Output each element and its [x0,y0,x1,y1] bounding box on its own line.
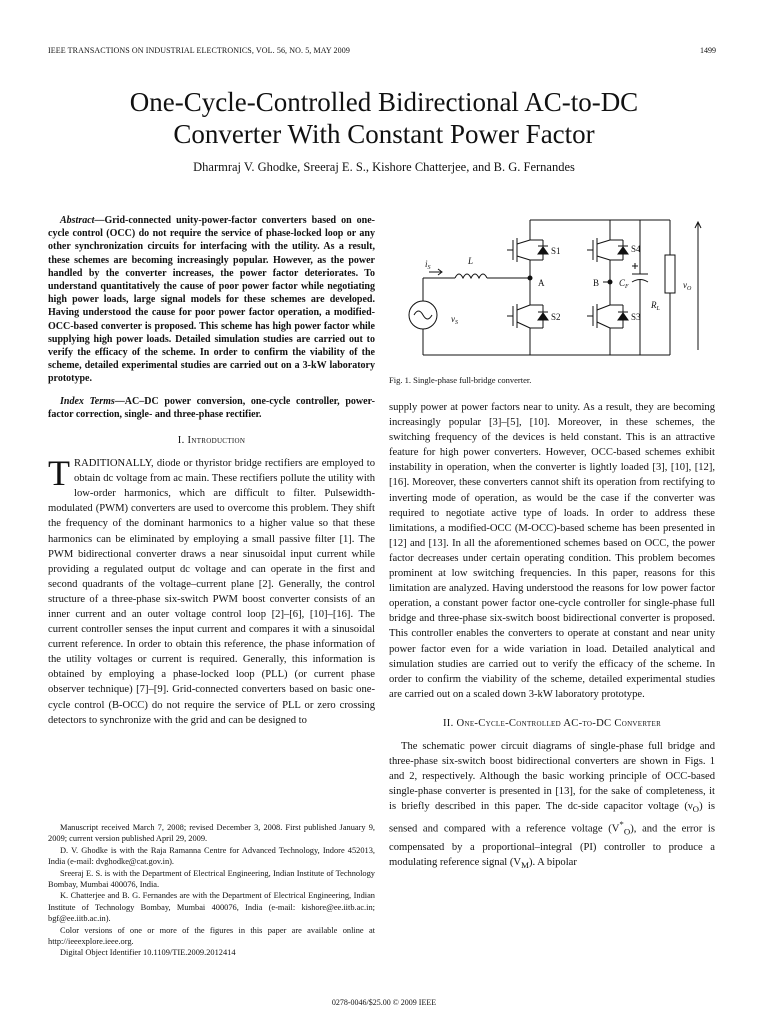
authors: Dharmraj V. Ghodke, Sreeraj E. S., Kishore Chatterjee, and B. G. Fernandes [193,160,575,174]
switch-label-s4: S4 [631,244,641,254]
left-column [48,214,375,728]
figure-caption: Fig. 1. Single-phase full-bridge converter. [389,375,532,385]
running-head: IEEE TRANSACTIONS ON INDUSTRIAL ELECTRONICS, VOL. 56, NO. 5, MAY 2009 [48,46,350,55]
circuit-diagram [395,210,715,360]
abstract [48,214,375,386]
section-heading-occ [389,718,715,729]
subscript: M [521,860,529,871]
footnotes [48,822,375,959]
paper-title [0,86,768,150]
intro-text: RADITIONALLY, diode or thyristor bridge rectifiers are employed to obtain dc voltage from ac main. These rectifiers pollute the utility with low-order harmonics, which are difficult to filter. Pulsewidth-modulated (PWM) converters are used to overcome this problem. They shift the frequency of the dominant harmonics to a higher value so that these harmonics can be eliminated by employing a small passive filter [1]. The PWM bidirectional converter draws a near sinusoidal input current while providing a regulated output dc voltage and can operate in the first and second quadrants of the voltage–current plane [2]. Generally, the control structure of a three-phase six-switch PWM boost converter consists of an inner current and an outer voltage control loop [2]–[6], [10]–[16]. The current controller senses the input current and compares it with a sinusoidal current reference. In order to obtain this reference, the phase information of the utility voltages or current is required. Generally, this information is obtained by employing a phase-locked loop (PLL) (or current phase observer technique) [7]–[9]. Grid-connected converters based on basic one-cycle control (B-OCC) do not require the service of PLL or zero crossing detectors to synchronize with the grid and can be designed to [48,458,375,726]
intro-paragraph [48,453,375,728]
subscript: O [692,804,700,815]
node-label-b: B [593,278,600,288]
abstract-label: Abstract [60,215,95,226]
text-run: The schematic power circuit diagrams of single-phase full bridge and three-phase six-switch boost bidirectional converters are shown in Figs. 1 and 2, respectively. Although the basic working principle of OCC-based single-phase converter is presented in [13], for the sake of completeness, it is briefly described in this paper. The dc-side capacitor voltage (ν [389,740,715,813]
capacitor-label: $C_F$ [619,278,629,290]
footnote: D. V. Ghodke is with the Raja Ramanna Centre for Advanced Technology, Indore 452013, India (e-mail: dvghodke@cat.gov.in). [48,845,375,867]
node-label-a: A [538,278,545,288]
page-number: 1499 [700,46,716,55]
text-run: ). A bipolar [528,857,577,869]
switch-label-s2: S2 [551,312,561,322]
footnote: Color versions of one or more of the figures in this paper are available online at http://ieeexplore.ieee.org. [48,925,375,947]
section-heading-introduction [48,435,375,446]
figure-1-circuit [395,210,715,360]
section-number: I. [177,435,188,447]
inductor-symbol [455,274,487,278]
footnote: Digital Object Identifier 10.1109/TIE.2009.2012414 [60,948,236,958]
switch-label-s1: S1 [551,246,561,256]
index-terms-text: —AC–DC power conversion, one-cycle controller, power-factor correction, single- and three-phase rectifier. [48,395,375,420]
section2-paragraph [389,739,715,874]
abstract-text: —Grid-connected unity-power-factor converters based on one-cycle control (OCC) do not require the service of phase-locked loop or any other synchronization circuits for interfacing with the utility. As a result, these schemes are becoming increasingly popular. However, as the power handled by the converter increases, the power factor deteriorates. To understand quantitatively the cause of poor power factor while negotiating high power loads, large signal models for these schemes are developed. Having understood the cause for poor power factor operation, a modified-OCC-based converter is proposed. This scheme has high power factor while supplying high power loads. Detailed simulation studies are carried out to verify the efficacy of the scheme. In order to confirm the viability of the scheme, detailed experimental studies are carried out on a 3-kW laboratory prototype. [48,215,375,385]
output-voltage-label: $v_O$ [683,280,692,292]
sine-icon [414,311,432,319]
load-label: $R_L$ [651,300,660,312]
title-line-1: One-Cycle-Controlled Bidirectional AC-to-DC [129,87,639,117]
subscript: O [623,827,631,838]
source-label: $v_S$ [451,314,458,326]
inductor-label: L [468,256,474,266]
footnote: K. Chatterjee and B. G. Fernandes are with the Department of Electrical Engineering, Indian Institute of Technology Bombay, Mumbai 400076, India (e-mail: kishore@ee.iitb.ac.in; bgf@ee.iitb.ac.in). [48,891,375,924]
switch-label-s3: S3 [631,312,641,322]
section-title: Introduction [187,435,246,447]
index-terms [48,395,375,421]
drop-cap: T [48,453,70,494]
text-run: ), and the error is compensated by a proportional–integral (PI) controller to produce a modulating reference signal (V [389,823,716,869]
title-line-2: Converter With Constant Power Factor [173,119,595,149]
intro-paragraph-continued: supply power at power factors near to unity. As a result, they are becoming increasingly popular [3]–[5], [10]. Moreover, in these schemes, the switching frequency of the devices is held constant. This is an attractive feature for high power converters. However, OCC-based schemes exhibit instability in operation, when the converter is lightly loaded [3], [10], [12], [16]. Moreover, these converters cannot shift its operation from rectifying to inverting mode of operation, as would be the case if the converter was required to negotiate active type of loads. In order to address these limitations, a modified-OCC (M-OCC)-based scheme has been presented in [12] and [13]. In all the aforementioned schemes based on OCC, the power factor decreases under certain operating condition. This problem becomes prominent at low switching frequencies. In this paper, reasons for this limitation are analyzed. Having understood the reasons for low power factor operation, a constant power factor one-cycle controller for single-phase full bridge and three-phase six-switch boost bidirectional converter is proposed. This controller enables the converters to operate at constant and near unity power factor even for a wide variation in load. Detailed analytical and simulation studies are carried out to verify the efficacy of the scheme. In order to confirm the viability of the scheme, detailed experimental studies are carried out on a scaled down 3-kW laboratory prototype. [389,402,715,700]
superscript: * [619,819,624,830]
section-title: One-Cycle-Controlled AC-to-DC Converter [456,717,662,729]
footnote: Manuscript received March 7, 2008; revised December 3, 2008. First published January 9, 2009; current version published April 29, 2009. [48,823,375,844]
section-number: II. [442,717,457,729]
current-label: $i_S$ [425,259,431,271]
resistor-symbol [665,255,675,293]
right-column [389,400,715,873]
index-terms-label: Index Terms [60,395,115,407]
footnote: Sreeraj E. S. is with the Department of Electrical Engineering, Indian Institute of Technology Bombay, Mumbai 400076, India. [48,868,375,890]
copyright-line: 0278-0046/$25.00 © 2009 IEEE [331,998,437,1007]
text-run: ) is sensed and compared with a reference voltage (V [389,801,716,835]
